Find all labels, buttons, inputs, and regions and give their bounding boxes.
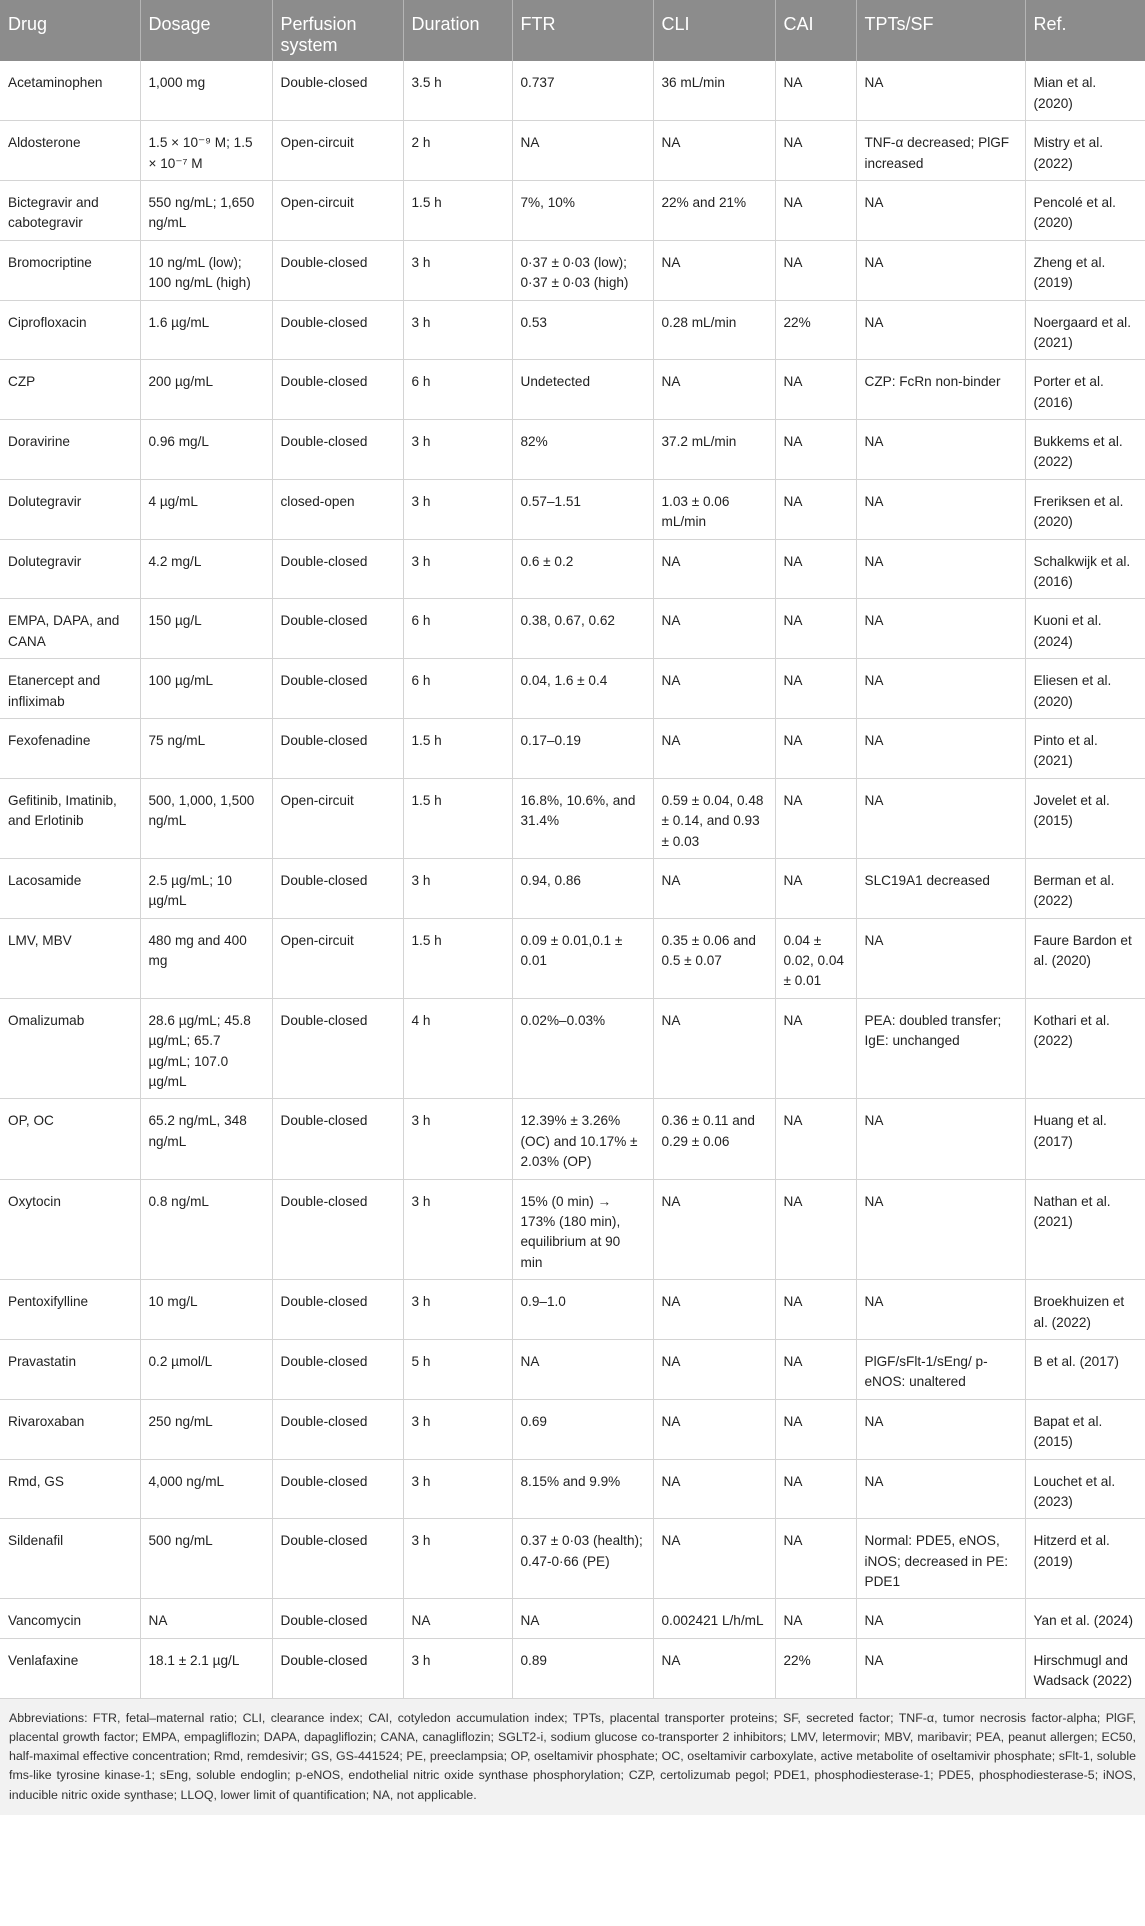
cell-ref: Kothari et al. (2022) (1025, 998, 1145, 1099)
cell-drug: Gefitinib, Imatinib, and Erlotinib (0, 778, 140, 858)
cell-ftr: 0.89 (512, 1638, 653, 1698)
cell-ref: Mistry et al. (2022) (1025, 121, 1145, 181)
cell-cai: 0.04 ± 0.02, 0.04 ± 0.01 (775, 918, 856, 998)
table-row (0, 1099, 1145, 1179)
cell-cli: NA (653, 659, 775, 719)
cell-dosage: 500, 1,000, 1,500 ng/mL (140, 778, 272, 858)
table-row (0, 858, 1145, 918)
cell-tpts-sf: NA (856, 300, 1025, 360)
cell-dosage: 1.5 × 10⁻⁹ M; 1.5 × 10⁻⁷ M (140, 121, 272, 181)
cell-duration: 3 h (403, 1519, 512, 1599)
table-row (0, 998, 1145, 1099)
cell-drug: Rivaroxaban (0, 1399, 140, 1459)
cell-dosage: 0.8 ng/mL (140, 1179, 272, 1280)
cell-duration: 3 h (403, 539, 512, 599)
cell-cli: NA (653, 998, 775, 1099)
cell-cai: 22% (775, 300, 856, 360)
header-perfusion-system: Perfusion system (272, 0, 403, 61)
cell-dosage: 550 ng/mL; 1,650 ng/mL (140, 180, 272, 240)
cell-dosage: 1.6 µg/mL (140, 300, 272, 360)
cell-duration: 3 h (403, 1638, 512, 1698)
table-row (0, 1599, 1145, 1638)
cell-perfusion-system: Double-closed (272, 1459, 403, 1519)
cell-ftr: 0.37 ± 0·03 (health); 0.47-0·66 (PE) (512, 1519, 653, 1599)
cell-cai: NA (775, 599, 856, 659)
cell-drug: Dolutegravir (0, 539, 140, 599)
cell-dosage: 75 ng/mL (140, 718, 272, 778)
cell-ftr: 0.6 ± 0.2 (512, 539, 653, 599)
cell-dosage: 4,000 ng/mL (140, 1459, 272, 1519)
cell-ref: Porter et al. (2016) (1025, 360, 1145, 420)
cell-drug: Bictegravir and cabotegravir (0, 180, 140, 240)
cell-perfusion-system: Double-closed (272, 858, 403, 918)
cell-dosage: 100 µg/mL (140, 659, 272, 719)
cell-tpts-sf: PEA: doubled transfer; IgE: unchanged (856, 998, 1025, 1099)
cell-duration: NA (403, 1599, 512, 1638)
cell-duration: 3 h (403, 240, 512, 300)
cell-ftr: 0.02%–0.03% (512, 998, 653, 1099)
cell-ftr: 0.09 ± 0.01,0.1 ± 0.01 (512, 918, 653, 998)
cell-duration: 3 h (403, 1459, 512, 1519)
cell-cli: NA (653, 1179, 775, 1280)
cell-dosage: 10 ng/mL (low); 100 ng/mL (high) (140, 240, 272, 300)
cell-perfusion-system: Double-closed (272, 1599, 403, 1638)
cell-cli: 36 mL/min (653, 61, 775, 120)
cell-perfusion-system: Double-closed (272, 1399, 403, 1459)
cell-perfusion-system: Double-closed (272, 1519, 403, 1599)
cell-drug: Etanercept and infliximab (0, 659, 140, 719)
cell-perfusion-system: Double-closed (272, 659, 403, 719)
cell-ref: Mian et al. (2020) (1025, 61, 1145, 120)
cell-perfusion-system: Double-closed (272, 1638, 403, 1698)
cell-ref: Hitzerd et al. (2019) (1025, 1519, 1145, 1599)
header-cli: CLI (653, 0, 775, 61)
cell-ftr: 0.9–1.0 (512, 1280, 653, 1340)
cell-ftr: 8.15% and 9.9% (512, 1459, 653, 1519)
cell-drug: Venlafaxine (0, 1638, 140, 1698)
cell-tpts-sf: NA (856, 1638, 1025, 1698)
cell-dosage: 150 µg/L (140, 599, 272, 659)
cell-duration: 5 h (403, 1339, 512, 1399)
cell-ftr: Undetected (512, 360, 653, 420)
table-row (0, 61, 1145, 120)
cell-tpts-sf: NA (856, 1399, 1025, 1459)
cell-ref: Zheng et al. (2019) (1025, 240, 1145, 300)
cell-tpts-sf: SLC19A1 decreased (856, 858, 1025, 918)
cell-duration: 4 h (403, 998, 512, 1099)
cell-ref: Broekhuizen et al. (2022) (1025, 1280, 1145, 1340)
cell-cai: NA (775, 1519, 856, 1599)
cell-drug: Doravirine (0, 420, 140, 480)
cell-ref: Eliesen et al. (2020) (1025, 659, 1145, 719)
cell-cli: 1.03 ± 0.06 mL/min (653, 479, 775, 539)
table-row (0, 121, 1145, 181)
cell-dosage: 18.1 ± 2.1 µg/L (140, 1638, 272, 1698)
cell-perfusion-system: Open-circuit (272, 121, 403, 181)
header-duration: Duration (403, 0, 512, 61)
cell-cai: NA (775, 360, 856, 420)
cell-cli: NA (653, 121, 775, 181)
header-ftr: FTR (512, 0, 653, 61)
cell-ftr: 0.53 (512, 300, 653, 360)
cell-ftr: 16.8%, 10.6%, and 31.4% (512, 778, 653, 858)
abbreviations-note: Abbreviations: FTR, fetal–maternal ratio; CLI, clearance index; CAI, cotyledon accumulation index; TPTs, placental transporter proteins; SF, secreted factor; TNF-α, tumor necrosis factor-alpha; PlGF, placental growth factor; EMPA, empagliflozin; DAPA, dapagliflozin; CANA, canagliflozin; SGLT2-i, sodium glucose co-transporter 2 inhibitors; LMV, letermovir; MBV, maribavir; PEA, peanut allergen; EC50, half-maximal effective concentration; Rmd, remdesivir; GS, GS-441524; PE, preeclampsia; OP, oseltamivir phosphate; OC, oseltamivir carboxylate, active metabolite of oseltamivir phosphate; sFlt-1, soluble fms-like tyrosine kinase-1; sEng, soluble endoglin; p-eNOS, endothelial nitric oxide synthase phosphorylation; CZP, certolizumab pegol; PDE1, phosphodiesterase-1; PDE5, phosphodiesterase-5; iNOS, inducible nitric oxide synthase; LLOQ, lower limit of quantification; NA, not applicable. (0, 1699, 1145, 1815)
cell-dosage: 0.96 mg/L (140, 420, 272, 480)
header-drug: Drug (0, 0, 140, 61)
cell-duration: 1.5 h (403, 180, 512, 240)
cell-cai: 22% (775, 1638, 856, 1698)
header-tpts-sf: TPTs/SF (856, 0, 1025, 61)
cell-tpts-sf: NA (856, 479, 1025, 539)
cell-duration: 3 h (403, 1280, 512, 1340)
cell-cai: NA (775, 61, 856, 120)
cell-ref: Pencolé et al. (2020) (1025, 180, 1145, 240)
cell-perfusion-system: Double-closed (272, 360, 403, 420)
cell-tpts-sf: NA (856, 240, 1025, 300)
cell-ftr: 0.69 (512, 1399, 653, 1459)
cell-ref: Faure Bardon et al. (2020) (1025, 918, 1145, 998)
cell-ref: Huang et al. (2017) (1025, 1099, 1145, 1179)
cell-drug: Aldosterone (0, 121, 140, 181)
cell-dosage: 2.5 µg/mL; 10 µg/mL (140, 858, 272, 918)
cell-perfusion-system: Double-closed (272, 1339, 403, 1399)
table-row (0, 539, 1145, 599)
cell-tpts-sf: NA (856, 718, 1025, 778)
cell-perfusion-system: Double-closed (272, 420, 403, 480)
cell-cli: 0.35 ± 0.06 and 0.5 ± 0.07 (653, 918, 775, 998)
cell-cai: NA (775, 998, 856, 1099)
table-row (0, 1519, 1145, 1599)
cell-cli: NA (653, 1459, 775, 1519)
cell-drug: Acetaminophen (0, 61, 140, 120)
cell-tpts-sf: NA (856, 539, 1025, 599)
cell-perfusion-system: Double-closed (272, 300, 403, 360)
cell-tpts-sf: TNF-α decreased; PlGF increased (856, 121, 1025, 181)
cell-ftr: 0.57–1.51 (512, 479, 653, 539)
cell-perfusion-system: Double-closed (272, 1099, 403, 1179)
cell-dosage: 28.6 µg/mL; 45.8 µg/mL; 65.7 µg/mL; 107.0 µg/mL (140, 998, 272, 1099)
cell-ftr: 15% (0 min) → 173% (180 min), equilibrium at 90 min (512, 1179, 653, 1280)
cell-ftr: NA (512, 121, 653, 181)
cell-duration: 3 h (403, 479, 512, 539)
cell-duration: 3 h (403, 420, 512, 480)
cell-cai: NA (775, 479, 856, 539)
cell-cli: 37.2 mL/min (653, 420, 775, 480)
cell-perfusion-system: Double-closed (272, 599, 403, 659)
cell-ftr: NA (512, 1339, 653, 1399)
cell-perfusion-system: closed-open (272, 479, 403, 539)
cell-drug: Dolutegravir (0, 479, 140, 539)
cell-drug: Omalizumab (0, 998, 140, 1099)
table-row (0, 718, 1145, 778)
cell-perfusion-system: Double-closed (272, 61, 403, 120)
cell-dosage: 480 mg and 400 mg (140, 918, 272, 998)
cell-ftr: 0·37 ± 0·03 (low); 0·37 ± 0·03 (high) (512, 240, 653, 300)
cell-ref: Pinto et al. (2021) (1025, 718, 1145, 778)
cell-cli: NA (653, 1519, 775, 1599)
cell-drug: Sildenafil (0, 1519, 140, 1599)
table-row (0, 659, 1145, 719)
cell-drug: OP, OC (0, 1099, 140, 1179)
cell-perfusion-system: Double-closed (272, 1179, 403, 1280)
header-ref: Ref. (1033, 14, 1067, 34)
cell-drug: CZP (0, 360, 140, 420)
cell-duration: 3 h (403, 300, 512, 360)
cell-cai: NA (775, 180, 856, 240)
cell-ref: Noergaard et al. (2021) (1025, 300, 1145, 360)
cell-dosage: 65.2 ng/mL, 348 ng/mL (140, 1099, 272, 1179)
cell-cai: NA (775, 778, 856, 858)
cell-perfusion-system: Double-closed (272, 539, 403, 599)
cell-cli: NA (653, 858, 775, 918)
cell-perfusion-system: Open-circuit (272, 778, 403, 858)
cell-cli: 22% and 21% (653, 180, 775, 240)
cell-dosage: 4 µg/mL (140, 479, 272, 539)
header-cai: CAI (775, 0, 856, 61)
cell-dosage: 4.2 mg/L (140, 539, 272, 599)
cell-duration: 6 h (403, 599, 512, 659)
cell-cai: NA (775, 659, 856, 719)
cell-cai: NA (775, 1339, 856, 1399)
cell-tpts-sf: NA (856, 918, 1025, 998)
cell-tpts-sf: NA (856, 420, 1025, 480)
table-row (0, 1179, 1145, 1280)
cell-cli: 0.36 ± 0.11 and 0.29 ± 0.06 (653, 1099, 775, 1179)
cell-perfusion-system: Double-closed (272, 1280, 403, 1340)
cell-drug: Bromocriptine (0, 240, 140, 300)
cell-perfusion-system: Double-closed (272, 240, 403, 300)
header-dosage: Dosage (140, 0, 272, 61)
cell-cli: NA (653, 240, 775, 300)
cell-cli: NA (653, 1339, 775, 1399)
cell-dosage: NA (140, 1599, 272, 1638)
cell-ref: Nathan et al. (2021) (1025, 1179, 1145, 1280)
table-row (0, 300, 1145, 360)
cell-ref: Yan et al. (2024) (1025, 1599, 1145, 1638)
cell-duration: 2 h (403, 121, 512, 181)
cell-ftr: 0.737 (512, 61, 653, 120)
cell-tpts-sf: NA (856, 599, 1025, 659)
cell-ref: Jovelet et al. (2015) (1025, 778, 1145, 858)
cell-cai: NA (775, 539, 856, 599)
cell-drug: Vancomycin (0, 1599, 140, 1638)
cell-dosage: 500 ng/mL (140, 1519, 272, 1599)
cell-dosage: 200 µg/mL (140, 360, 272, 420)
cell-ftr: NA (512, 1599, 653, 1638)
cell-cli: NA (653, 539, 775, 599)
cell-drug: Pentoxifylline (0, 1280, 140, 1340)
cell-tpts-sf: NA (856, 778, 1025, 858)
table-row (0, 1280, 1145, 1340)
cell-ref: Freriksen et al. (2020) (1025, 479, 1145, 539)
cell-duration: 3.5 h (403, 61, 512, 120)
cell-perfusion-system: Open-circuit (272, 918, 403, 998)
cell-drug: EMPA, DAPA, and CANA (0, 599, 140, 659)
cell-cli: NA (653, 360, 775, 420)
cell-perfusion-system: Open-circuit (272, 180, 403, 240)
table-row (0, 240, 1145, 300)
cell-cai: NA (775, 121, 856, 181)
cell-ref: Schalkwijk et al. (2016) (1025, 539, 1145, 599)
cell-duration: 1.5 h (403, 918, 512, 998)
cell-duration: 6 h (403, 659, 512, 719)
cell-cli: NA (653, 1399, 775, 1459)
cell-cai: NA (775, 240, 856, 300)
table-row (0, 180, 1145, 240)
table-row (0, 599, 1145, 659)
cell-duration: 3 h (403, 858, 512, 918)
cell-cli: NA (653, 1638, 775, 1698)
cell-ftr: 12.39% ± 3.26% (OC) and 10.17% ± 2.03% (OP) (512, 1099, 653, 1179)
cell-cai: NA (775, 1599, 856, 1638)
cell-dosage: 10 mg/L (140, 1280, 272, 1340)
cell-ref: Bukkems et al. (2022) (1025, 420, 1145, 480)
cell-cli: NA (653, 599, 775, 659)
table-row (0, 1459, 1145, 1519)
cell-dosage: 0.2 µmol/L (140, 1339, 272, 1399)
cell-duration: 6 h (403, 360, 512, 420)
cell-tpts-sf: CZP: FcRn non-binder (856, 360, 1025, 420)
cell-drug: Fexofenadine (0, 718, 140, 778)
table-row (0, 1399, 1145, 1459)
cell-tpts-sf: NA (856, 1599, 1025, 1638)
cell-dosage: 1,000 mg (140, 61, 272, 120)
cell-duration: 3 h (403, 1399, 512, 1459)
cell-dosage: 250 ng/mL (140, 1399, 272, 1459)
cell-tpts-sf: NA (856, 659, 1025, 719)
cell-cai: NA (775, 1459, 856, 1519)
cell-duration: 3 h (403, 1179, 512, 1280)
cell-ftr: 0.17–0.19 (512, 718, 653, 778)
cell-duration: 3 h (403, 1099, 512, 1179)
cell-tpts-sf: Normal: PDE5, eNOS, iNOS; decreased in PE: PDE1 (856, 1519, 1025, 1599)
cell-cai: NA (775, 1099, 856, 1179)
cell-ftr: 0.94, 0.86 (512, 858, 653, 918)
cell-perfusion-system: Double-closed (272, 718, 403, 778)
cell-duration: 1.5 h (403, 718, 512, 778)
table-row (0, 479, 1145, 539)
cell-ftr: 82% (512, 420, 653, 480)
cell-tpts-sf: NA (856, 61, 1025, 120)
table-row (0, 360, 1145, 420)
cell-cli: 0.59 ± 0.04, 0.48 ± 0.14, and 0.93 ± 0.03 (653, 778, 775, 858)
cell-cli: NA (653, 718, 775, 778)
cell-ref: Kuoni et al. (2024) (1025, 599, 1145, 659)
cell-drug: Lacosamide (0, 858, 140, 918)
cell-cai: NA (775, 1179, 856, 1280)
cell-ref: Berman et al. (2022) (1025, 858, 1145, 918)
cell-cli: 0.28 mL/min (653, 300, 775, 360)
cell-cai: NA (775, 420, 856, 480)
cell-perfusion-system: Double-closed (272, 998, 403, 1099)
cell-ftr: 0.04, 1.6 ± 0.4 (512, 659, 653, 719)
cell-cai: NA (775, 1399, 856, 1459)
cell-drug: Rmd, GS (0, 1459, 140, 1519)
cell-cai: NA (775, 718, 856, 778)
cell-cli: 0.002421 L/h/mL (653, 1599, 775, 1638)
cell-cai: NA (775, 858, 856, 918)
cell-cli: NA (653, 1280, 775, 1340)
cell-ref: Hirschmugl and Wadsack (2022) (1025, 1638, 1145, 1698)
table-row (0, 1638, 1145, 1698)
cell-drug: LMV, MBV (0, 918, 140, 998)
cell-drug: Pravastatin (0, 1339, 140, 1399)
cell-tpts-sf: NA (856, 1280, 1025, 1340)
cell-tpts-sf: PlGF/sFlt-1/sEng/ p-eNOS: unaltered (856, 1339, 1025, 1399)
cell-drug: Ciprofloxacin (0, 300, 140, 360)
table-row (0, 778, 1145, 858)
cell-ref: B et al. (2017) (1025, 1339, 1145, 1399)
table-row (0, 420, 1145, 480)
table-header (0, 0, 1145, 61)
cell-drug: Oxytocin (0, 1179, 140, 1280)
table-body (0, 61, 1145, 1698)
cell-duration: 1.5 h (403, 778, 512, 858)
cell-ftr: 7%, 10% (512, 180, 653, 240)
cell-tpts-sf: NA (856, 180, 1025, 240)
cell-tpts-sf: NA (856, 1459, 1025, 1519)
cell-ref: Louchet et al. (2023) (1025, 1459, 1145, 1519)
cell-tpts-sf: NA (856, 1179, 1025, 1280)
cell-tpts-sf: NA (856, 1099, 1025, 1179)
table-row (0, 918, 1145, 998)
cell-ftr: 0.38, 0.67, 0.62 (512, 599, 653, 659)
cell-ref: Bapat et al. (2015) (1025, 1399, 1145, 1459)
table-row (0, 1339, 1145, 1399)
cell-cai: NA (775, 1280, 856, 1340)
